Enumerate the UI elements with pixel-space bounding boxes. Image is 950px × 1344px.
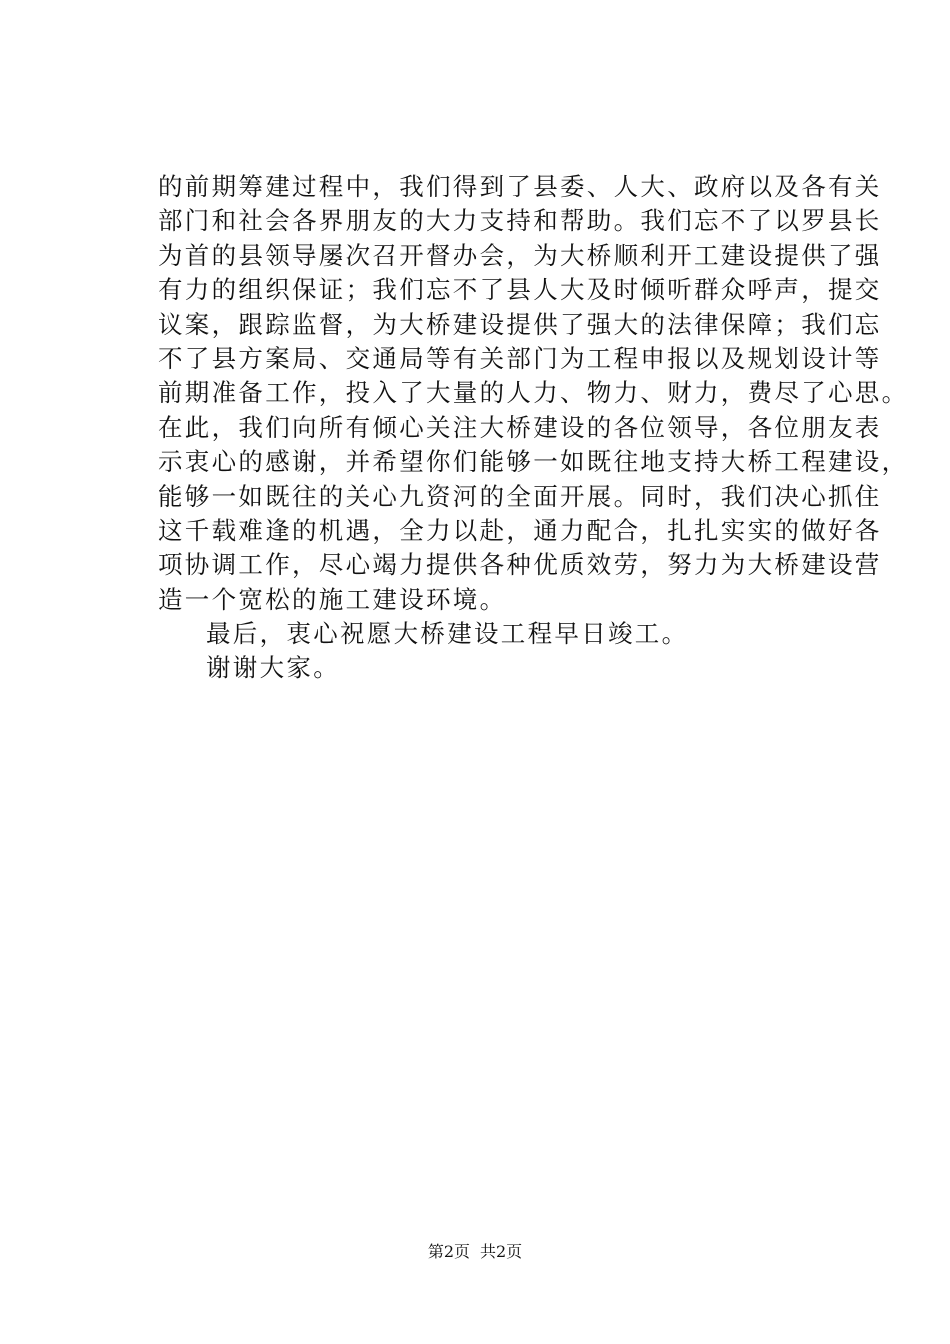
page-total: 共2页 [480,1242,523,1261]
paragraph-line: 不了县方案局、交通局等有关部门为工程申报以及规划设计等 [158,343,882,373]
paragraph-line: 为首的县领导屡次召开督办会，为大桥顺利开工建设提供了强 [158,240,882,270]
paragraph-line: 的前期筹建过程中，我们得到了县委、人大、政府以及各有关 [158,172,882,201]
closing-wish: 最后，衷心祝愿大桥建设工程早日竣工。 [206,619,689,649]
paragraph-line: 前期准备工作，投入了大量的人力、物力、财力，费尽了心思。 [158,378,909,408]
paragraph-line: 项协调工作，尽心竭力提供各种优质效劳，努力为大桥建设营 [158,550,882,580]
paragraph-line: 能够一如既往的关心九资河的全面开展。同时，我们决心抓住 [158,481,882,511]
paragraph-line: 造一个宽松的施工建设环境。 [158,584,507,614]
page-footer [0,1242,950,1262]
paragraph-line: 议案，跟踪监督，为大桥建设提供了强大的法律保障；我们忘 [158,309,882,339]
paragraph-line: 有力的组织保证；我们忘不了县人大及时倾听群众呼声，提交 [158,275,882,305]
body-text [158,170,909,686]
paragraph-line: 在此，我们向所有倾心关注大桥建设的各位领导，各位朋友表 [158,412,882,442]
paragraph-line: 这千载难逢的机遇，全力以赴，通力配合，扎扎实实的做好各 [158,515,882,545]
paragraph-line: 部门和社会各界朋友的大力支持和帮助。我们忘不了以罗县长 [158,206,882,236]
thanks-line: 谢谢大家。 [206,653,340,683]
page-number: 第2页 [427,1242,470,1261]
paragraph-line: 示衷心的感谢，并希望你们能够一如既往地支持大桥工程建设， [158,447,909,477]
